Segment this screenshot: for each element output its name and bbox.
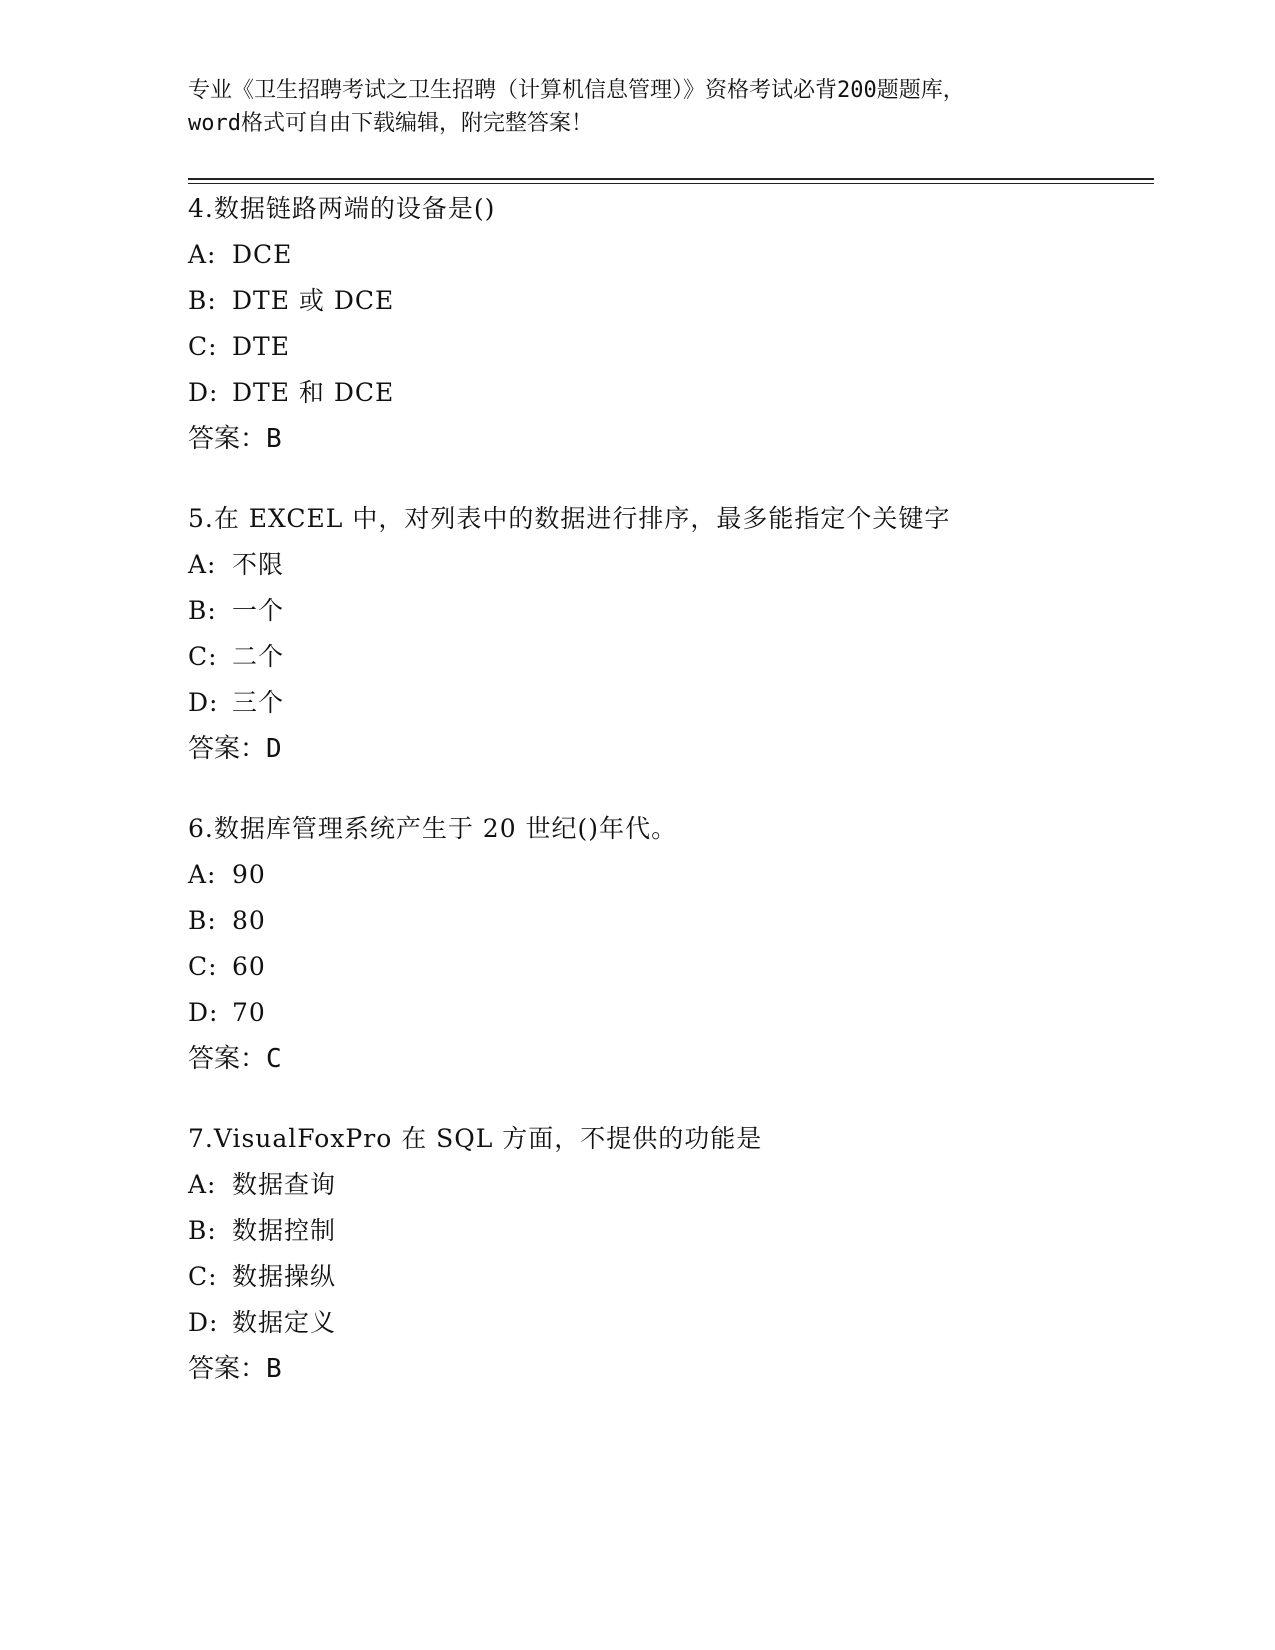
answer-label: 答案： xyxy=(188,1044,267,1074)
option-b xyxy=(188,1208,1148,1254)
option-text: 数据控制 xyxy=(232,1216,337,1245)
question-block xyxy=(188,1116,1148,1392)
answer-line xyxy=(188,416,1148,462)
option-d xyxy=(188,1300,1148,1346)
question-title: 6.数据库管理系统产生于 20 世纪()年代。 xyxy=(188,814,678,843)
option-c xyxy=(188,324,1148,370)
option-text: 数据定义 xyxy=(232,1308,337,1337)
option-text: 一个 xyxy=(232,596,285,625)
option-text: 数据操纵 xyxy=(232,1262,337,1291)
option-letter: C: xyxy=(188,952,218,981)
document-header xyxy=(188,74,1088,140)
option-letter: D: xyxy=(188,1308,219,1337)
option-letter: A: xyxy=(188,240,217,269)
header-line-1: 专业《卫生招聘考试之卫生招聘（计算机信息管理）》资格考试必背200题题库， xyxy=(188,78,965,103)
header-line-2: word格式可自由下载编辑，附完整答案！ xyxy=(188,111,593,136)
option-text: 三个 xyxy=(232,688,285,717)
option-text: 不限 xyxy=(232,550,285,579)
option-text: 数据查询 xyxy=(232,1170,337,1199)
option-text: DTE xyxy=(232,332,290,361)
option-a xyxy=(188,852,1148,898)
option-a xyxy=(188,232,1148,278)
option-letter: B: xyxy=(188,286,217,315)
option-d xyxy=(188,370,1148,416)
option-letter: D: xyxy=(188,998,219,1027)
option-text: 70 xyxy=(232,998,266,1027)
answer-line xyxy=(188,1036,1148,1082)
header-divider-thin xyxy=(188,183,1154,184)
question-block xyxy=(188,806,1148,1082)
answer-line xyxy=(188,726,1148,772)
option-letter: B: xyxy=(188,596,217,625)
option-text: 90 xyxy=(232,860,266,889)
answer-value: C xyxy=(266,1044,282,1074)
question-block xyxy=(188,496,1148,772)
option-c xyxy=(188,634,1148,680)
option-letter: C: xyxy=(188,332,218,361)
option-text: DTE 和 DCE xyxy=(232,378,395,407)
answer-value: B xyxy=(266,424,282,454)
option-c xyxy=(188,944,1148,990)
option-letter: A: xyxy=(188,1170,217,1199)
answer-label: 答案： xyxy=(188,1354,267,1384)
header-divider-thick xyxy=(188,178,1154,180)
option-c xyxy=(188,1254,1148,1300)
answer-line xyxy=(188,1346,1148,1392)
option-letter: A: xyxy=(188,860,217,889)
option-text: 80 xyxy=(232,906,266,935)
option-text: DTE 或 DCE xyxy=(232,286,395,315)
answer-label: 答案： xyxy=(188,734,267,764)
option-letter: C: xyxy=(188,1262,218,1291)
answer-value: D xyxy=(266,734,282,764)
option-letter: B: xyxy=(188,1216,217,1245)
option-letter: C: xyxy=(188,642,218,671)
option-letter: A: xyxy=(188,550,217,579)
option-b xyxy=(188,898,1148,944)
question-title: 7.VisualFoxPro 在 SQL 方面，不提供的功能是 xyxy=(188,1124,763,1153)
option-letter: D: xyxy=(188,378,219,407)
option-a xyxy=(188,1162,1148,1208)
option-b xyxy=(188,588,1148,634)
question-title: 4.数据链路两端的设备是() xyxy=(188,194,496,223)
option-b xyxy=(188,278,1148,324)
option-d xyxy=(188,990,1148,1036)
option-text: 二个 xyxy=(232,642,285,671)
option-letter: D: xyxy=(188,688,219,717)
question-title: 5.在 EXCEL 中，对列表中的数据进行排序，最多能指定个关键字 xyxy=(188,504,951,533)
option-letter: B: xyxy=(188,906,217,935)
option-text: DCE xyxy=(232,240,293,269)
option-d xyxy=(188,680,1148,726)
question-block xyxy=(188,186,1148,462)
option-text: 60 xyxy=(232,952,266,981)
option-a xyxy=(188,542,1148,588)
answer-label: 答案： xyxy=(188,424,267,454)
answer-value: B xyxy=(266,1354,282,1384)
